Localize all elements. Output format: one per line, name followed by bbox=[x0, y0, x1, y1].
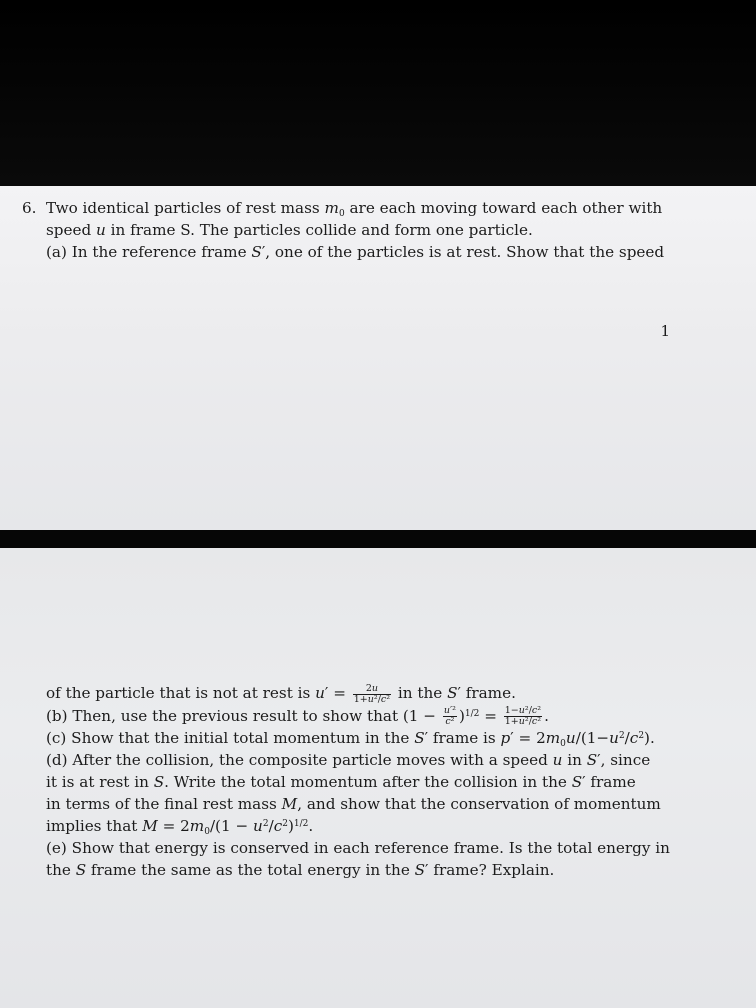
part-c: (c) Show that the initial total momentum in the S′ frame is $p' = 2m_0u/(1-u^2/c^2)$. bbox=[46, 729, 655, 749]
problem-line-1: 6. Two identical particles of rest mass $m_0$ are each moving toward each other with bbox=[22, 199, 663, 219]
part-b: (b) Then, use the previous result to show that (1 − $\frac{\text{u′²}}{\text{c²}}$ )$^{1/2}$ = $\frac{\text{1−u²/c²}}{\text{1+u²/c²}}$ . bbox=[46, 705, 549, 727]
part-e-line-1: (e) Show that energy is conserved in each reference frame. Is the total energy in bbox=[46, 839, 670, 857]
part-d-line-4: implies that $M = 2m_0/(1 - u^2/c^2)^{1/2}$. bbox=[46, 817, 314, 837]
page-divider bbox=[0, 530, 756, 548]
problem-number: 6. bbox=[22, 199, 37, 217]
document-page-2 bbox=[0, 548, 756, 1008]
fraction-u-prime: $\frac{2u}{\text{1+u²/c²}}$ bbox=[353, 682, 391, 705]
fraction-gamma-ratio: $\frac{\text{1−u²/c²}}{\text{1+u²/c²}}$ bbox=[504, 705, 542, 727]
page-number: 1 bbox=[660, 322, 670, 340]
part-e-line-2: the S frame the same as the total energy in the S′ frame? Explain. bbox=[46, 861, 555, 879]
part-a-line-1: (a) In the reference frame S′, one of the particles is at rest. Show that the speed bbox=[46, 243, 665, 261]
screen-bezel-top bbox=[0, 0, 756, 186]
part-d-line-3: in terms of the final rest mass M, and show that the conservation of momentum bbox=[46, 795, 661, 813]
problem-6-continued bbox=[46, 682, 670, 881]
part-d-line-1: (d) After the collision, the composite particle moves with a speed u in S′, since bbox=[46, 751, 651, 769]
document-page-1 bbox=[0, 186, 756, 530]
fraction-u-prime-sq: $\frac{\text{u′²}}{\text{c²}}$ bbox=[443, 705, 456, 727]
part-d-line-2: it is at rest in S. Write the total momentum after the collision in the S′ frame bbox=[46, 773, 636, 791]
problem-line-2: speed u in frame S. The particles collide and form one particle. bbox=[46, 221, 533, 239]
problem-6-intro bbox=[22, 197, 664, 263]
part-a-line-2: of the particle that is not at rest is u′ = $\frac{2u}{\text{1+u²/c²}}$ in the S′ frame. bbox=[46, 682, 516, 705]
